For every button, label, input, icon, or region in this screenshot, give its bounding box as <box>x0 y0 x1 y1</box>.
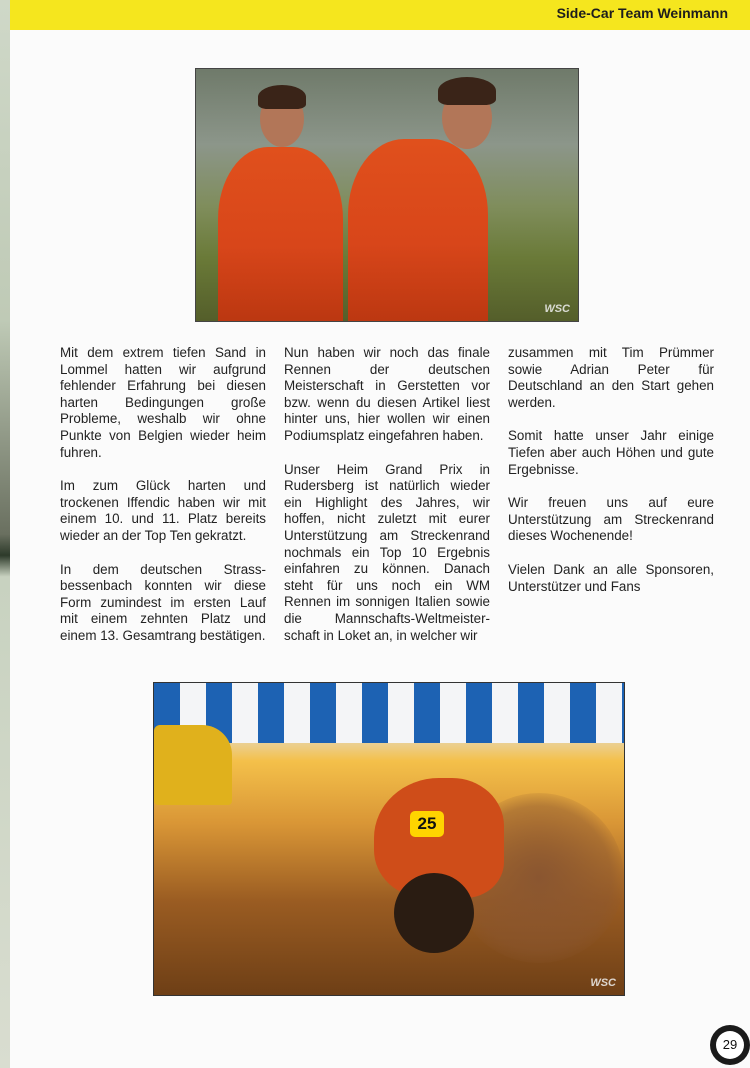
rider-left <box>218 147 343 322</box>
rider-right-hair <box>438 77 496 105</box>
paragraph: Im zum Glück harten und trockenen Iffendic haben wir mit einem 10. und 11. Platz bereits wieder an der Top Ten gekratzt. <box>60 478 266 543</box>
paragraph: Mit dem extrem tiefen Sand in Lommel hatten wir aufgrund fehlender Erfahrung bei diesen harten Bedingungen große Probleme, weshalb wir ohne Punkte von Belgien wieder heim fuhren. <box>60 345 266 460</box>
article-column-1 <box>60 345 266 662</box>
paragraph: Vielen Dank an alle Sponsoren, Unterstützer und Fans <box>508 561 714 594</box>
photo-motocross-action <box>153 682 625 996</box>
rider-right <box>348 139 488 322</box>
header-bar <box>10 0 750 30</box>
paragraph: Somit hatte unser Jahr einige Tiefen aber auch Höhen und gute Ergebnisse. <box>508 428 714 477</box>
paragraph: Nun haben wir noch das finale Rennen der deutschen Meisterschaft in Gerstetten vor bzw. wenn du diesen Artikel liest hinter uns, hier wollen wir einen Podiumsplatz eingefahren haben. <box>284 345 490 443</box>
rider-left-hair <box>258 85 306 109</box>
page-number-badge <box>710 1025 750 1065</box>
paragraph: Wir freuen uns auf eure Unterstützung am Streckenrand dieses Wochenende! <box>508 495 714 544</box>
page-number: 29 <box>716 1031 744 1059</box>
excavator <box>154 725 232 805</box>
rider-number-plate: 25 <box>410 811 444 837</box>
tent-stripes <box>154 683 624 743</box>
photo-watermark: WSC <box>544 303 570 315</box>
article-column-3 <box>508 345 714 612</box>
motorcycle-wheel <box>394 873 474 953</box>
article-column-2 <box>284 345 490 661</box>
photo-riders-portrait <box>195 68 579 322</box>
paragraph: In dem deutschen Strass-bessenbach konnten wir diese Form zumindest im ersten Lauf mit einem zehnten Platz und einem 13. Gesamtrang bestätigen. <box>60 561 266 643</box>
article-columns <box>60 345 715 675</box>
photo-watermark: WSC <box>590 977 616 989</box>
header-title: Side-Car Team Weinmann <box>556 5 728 21</box>
paragraph: Unser Heim Grand Prix in Rudersberg ist natürlich wieder ein Highlight des Jahres, wir hoffen, nicht zuletzt mit eurer Unterstützung am Streckenrand nochmals ein Top 10 Ergebnis einfahren zu können. Danach steht für uns noch ein WM Rennen im sonnigen Italien sowie die Mannschafts-Weltmeister-schaft in Loket an, in welcher wir <box>284 461 490 643</box>
page-left-edge <box>0 0 10 1068</box>
paragraph: zusammen mit Tim Prümmer sowie Adrian Peter für Deutschland an den Start gehen werden. <box>508 345 714 410</box>
